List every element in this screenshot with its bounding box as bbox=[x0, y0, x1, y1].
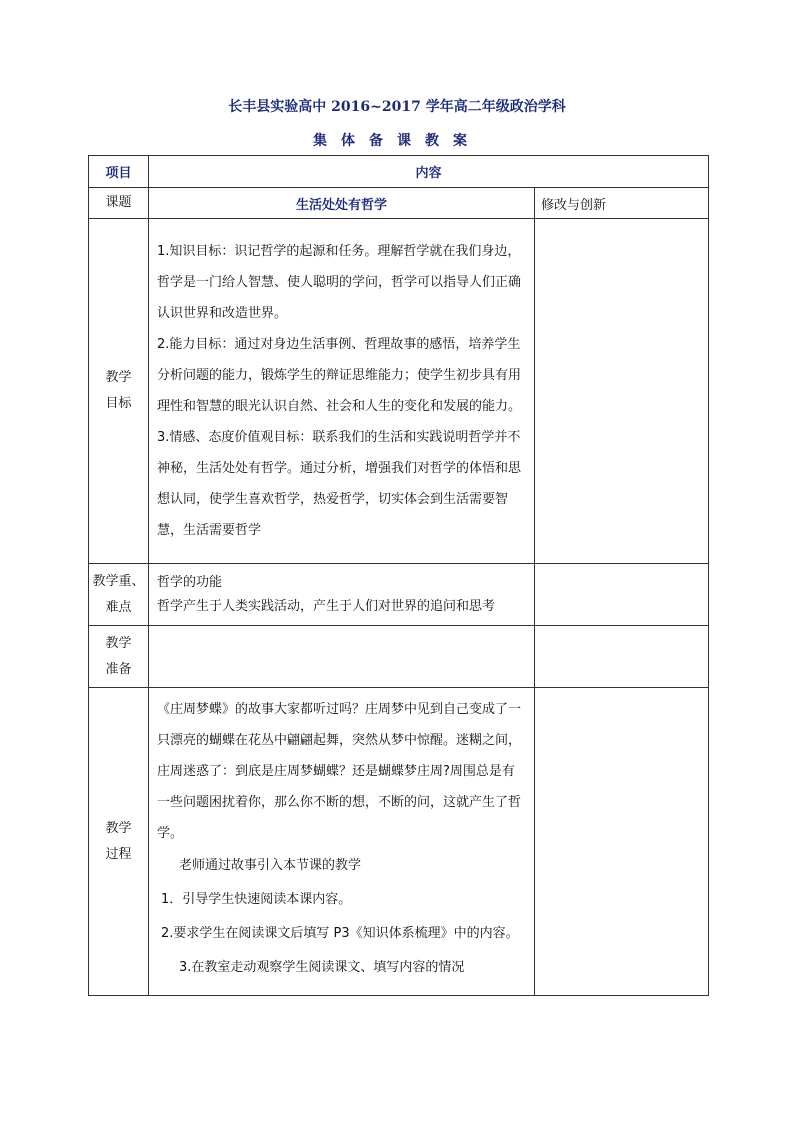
process-content bbox=[149, 688, 535, 996]
preparation-row bbox=[89, 626, 709, 688]
preparation-revision-cell bbox=[535, 626, 709, 688]
key-point-2: 哲学产生于人类实践活动，产生于人们对世界的追问和思考 bbox=[157, 598, 496, 614]
table-header-row bbox=[89, 156, 709, 188]
process-row bbox=[89, 688, 709, 996]
goal-ability: 2.能力目标：通过对身边生活事例、哲理故事的感悟，培养学生分析问题的能力，锻炼学生的辩证思维能力；使学生初步具有用理性和智慧的眼光认识自然、社会和人生的变化和发展的能力。 bbox=[157, 337, 522, 414]
topic-label: 课题 bbox=[89, 188, 149, 219]
key-points-revision-cell bbox=[535, 564, 709, 626]
topic-value: 生活处处有哲学 bbox=[149, 188, 535, 219]
header-content-cell: 内容 bbox=[149, 156, 709, 188]
preparation-content bbox=[149, 626, 535, 688]
story-paragraph: 《庄周梦蝶》的故事大家都听过吗？庄周梦中见到自己变成了一只漂亮的蝴蝶在花丛中翩翩起舞，突然从梦中惊醒。迷糊之间，庄周迷惑了：到底是庄周梦蝴蝶？还是蝴蝶梦庄周?周围总是有一些问题困扰着你，那么你不断的想，不断的问，这就产生了哲学。 bbox=[157, 702, 522, 841]
step-2: 2.要求学生在阅读课文后填写 P3《知识体系梳理》中的内容。 bbox=[161, 926, 519, 941]
revision-header: 修改与创新 bbox=[535, 188, 709, 219]
goals-revision-cell bbox=[535, 219, 709, 564]
goals-label: 教学 目标 bbox=[89, 219, 149, 564]
preparation-label: 教学 准备 bbox=[89, 626, 149, 688]
step-3: 3.在教室走动观察学生阅读课文、填写内容的情况 bbox=[179, 960, 465, 975]
process-revision-cell bbox=[535, 688, 709, 996]
topic-row bbox=[89, 188, 709, 219]
key-points-label: 教学重、 难点 bbox=[89, 564, 149, 626]
key-points-content bbox=[149, 564, 535, 626]
goals-row bbox=[89, 219, 709, 564]
step-1: 1．引导学生快速阅读本课内容。 bbox=[161, 892, 352, 907]
goal-attitude: 3.情感、态度价值观目标：联系我们的生活和实践说明哲学并不神秘，生活处处有哲学。通过分析，增强我们对哲学的体悟和思想认同，使学生喜欢哲学，热爱哲学，切实体会到生活需要智慧，生活需要哲学 bbox=[157, 430, 522, 538]
step-intro: 老师通过故事引入本节课的教学 bbox=[179, 858, 362, 873]
document-subtitle: 集体备课教案 bbox=[313, 133, 481, 149]
key-point-1: 哲学的功能 bbox=[157, 574, 223, 590]
goals-content bbox=[149, 219, 535, 564]
lesson-plan-table bbox=[88, 155, 709, 996]
header-item-cell: 项目 bbox=[89, 156, 149, 188]
process-label: 教学 过程 bbox=[89, 688, 149, 996]
process-steps bbox=[157, 849, 526, 985]
key-points-row bbox=[89, 564, 709, 626]
goal-knowledge: 1.知识目标：识记哲学的起源和任务。理解哲学就在我们身边，哲学是一门给人智慧、使人聪明的学问，哲学可以指导人们正确认识世界和改造世界。 bbox=[157, 244, 522, 321]
document-title: 长丰县实验高中 2016~2017 学年高二年级政治学科 bbox=[228, 99, 566, 115]
